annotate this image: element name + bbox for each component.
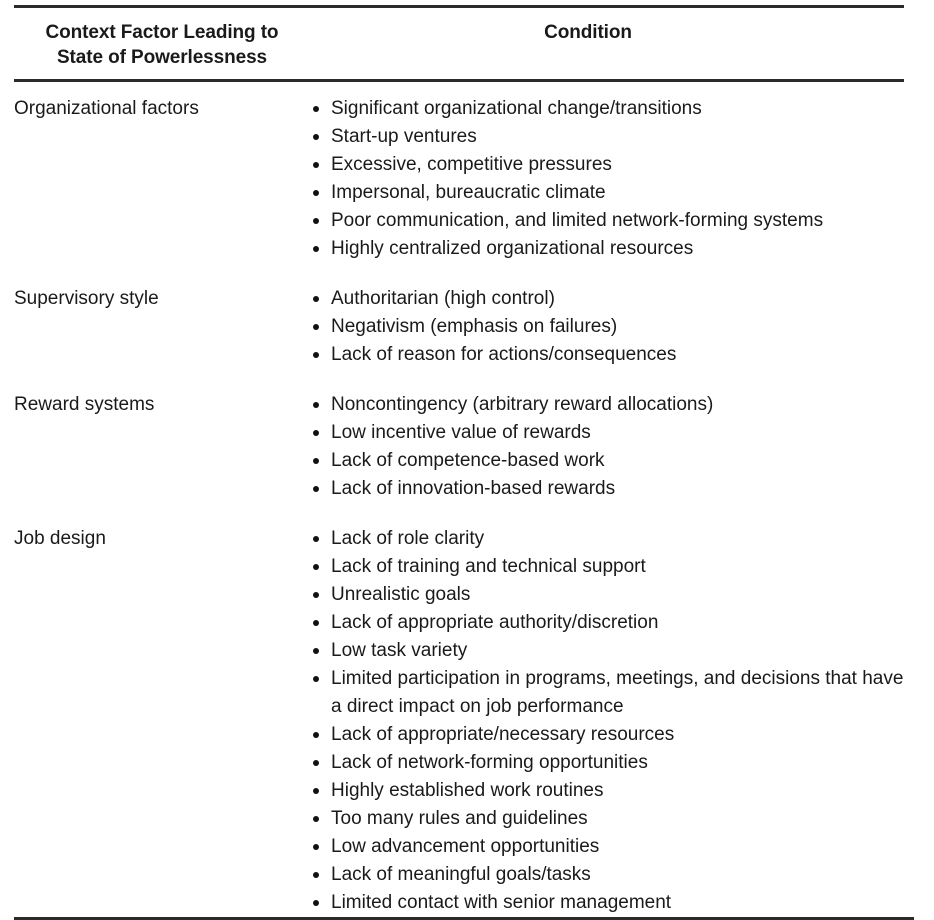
condition-item: Too many rules and guidelines (308, 805, 909, 833)
column-header-context-factor (14, 20, 310, 70)
condition-item: Lack of innovation-based rewards (308, 475, 909, 503)
condition-item: Negativism (emphasis on failures) (308, 313, 909, 341)
context-factors-table (0, 5, 934, 913)
table-row (14, 391, 924, 503)
condition-item: Excessive, competitive pressures (308, 151, 909, 179)
condition-item: Lack of appropriate/necessary resources (308, 721, 909, 749)
context-factor-label: Organizational factors (14, 98, 199, 119)
condition-item: Low task variety (308, 637, 909, 665)
condition-item: Lack of meaningful goals/tasks (308, 861, 909, 889)
condition-item: Start-up ventures (308, 123, 909, 151)
condition-item: Lack of network-forming opportunities (308, 749, 909, 777)
table-row (14, 95, 924, 263)
table-header-row (14, 8, 924, 79)
table-row (14, 525, 924, 917)
condition-item: Authoritarian (high control) (308, 285, 909, 313)
condition-item: Impersonal, bureaucratic climate (308, 179, 909, 207)
condition-item: Unrealistic goals (308, 581, 909, 609)
condition-item: Poor communication, and limited network-forming systems (308, 207, 909, 235)
condition-list (308, 391, 924, 503)
context-factor-label: Reward systems (14, 394, 155, 415)
condition-item: Significant organizational change/transitions (308, 95, 909, 123)
table-body (14, 82, 924, 917)
condition-item: Limited participation in programs, meetings, and decisions that have a direct impact on job performance (308, 665, 909, 721)
condition-item: Lack of appropriate authority/discretion (308, 609, 909, 637)
condition-item: Low advancement opportunities (308, 833, 909, 861)
column-header-context-factor-line2: State of Powerlessness (56, 47, 268, 68)
condition-item: Lack of competence-based work (308, 447, 909, 475)
context-factor-label: Job design (14, 528, 106, 549)
table-row (14, 285, 924, 369)
condition-item: Highly centralized organizational resources (308, 235, 909, 263)
condition-item: Highly established work routines (308, 777, 909, 805)
condition-item: Lack of reason for actions/consequences (308, 341, 909, 369)
column-header-condition: Condition (544, 22, 632, 43)
condition-item: Lack of role clarity (308, 525, 909, 553)
context-factor-label: Supervisory style (14, 288, 159, 309)
condition-item: Lack of training and technical support (308, 553, 909, 581)
condition-list (308, 95, 924, 263)
condition-item: Noncontingency (arbitrary reward allocations) (308, 391, 909, 419)
condition-item: Low incentive value of rewards (308, 419, 909, 447)
column-header-context-factor-line1: Context Factor Leading to (45, 22, 279, 43)
condition-item: Limited contact with senior management (308, 889, 909, 917)
condition-list (308, 525, 924, 917)
condition-list (308, 285, 924, 369)
